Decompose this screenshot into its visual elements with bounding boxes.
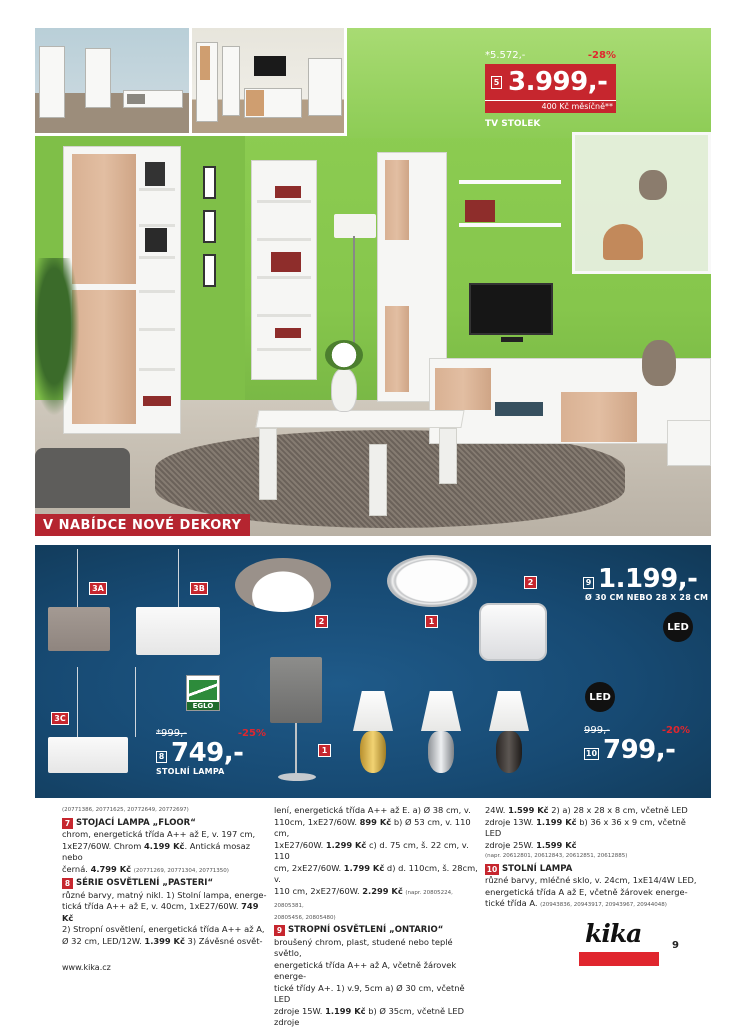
wall-frame-1 — [203, 166, 216, 199]
coral-decor — [603, 224, 643, 260]
price: 3.999,- — [508, 67, 608, 97]
item-number: 5 — [491, 76, 502, 89]
text-line: různé barvy, matný nikl. 1) Stolní lampa, energe- — [62, 889, 267, 900]
vitrine-oak-bottom — [385, 306, 409, 392]
website-url: www.kika.cz — [62, 963, 111, 972]
price-red-box — [485, 64, 616, 100]
table-lamp-brass — [353, 691, 393, 731]
section-7-heading: 7 STOJACÍ LAMPA „FLOOR“ — [62, 818, 267, 830]
text-line: 2) Stropní osvětlení, energetická třída A++ až A, — [62, 924, 265, 934]
tv-stolek-oak-right — [561, 392, 637, 442]
inset-photo — [35, 28, 347, 136]
text-line: cm, 2xE27/60W. 1.799 Kč d) d. 110cm, š. 28cm, v. — [274, 862, 478, 884]
ceiling-light-ontario-square — [479, 603, 547, 661]
wall-frame-3 — [203, 254, 216, 287]
text-line: chrom, energetická třída A++ až E, v. 197 cm, — [62, 829, 256, 839]
ceiling-light-ontario-round — [387, 555, 477, 607]
text-line: černá. 4.799 Kč (20771269, 20771304, 20771350) — [62, 863, 229, 874]
text-line: energetická třída A++ až A, včetně žárovek energe- — [274, 959, 457, 981]
text-column-3 — [485, 805, 700, 912]
table-lamp-chrome — [421, 691, 461, 731]
discount-label: -28% — [587, 50, 616, 61]
tag-3c: 3C — [51, 712, 69, 725]
pendant-lamp-3a — [48, 607, 110, 651]
floor-vase — [642, 340, 676, 386]
tv-stand-foot — [501, 337, 523, 342]
text-line: 24W. 1.599 Kč 2) a) 28 x 28 x 8 cm, včetně LED — [485, 805, 688, 815]
tv-stolek-price-box — [485, 50, 616, 129]
tag-3a: 3A — [89, 582, 107, 595]
wall-vase — [639, 170, 667, 200]
monthly-price: 400 Kč měsíčně** — [485, 100, 616, 113]
tag-2: 2 — [315, 615, 328, 628]
text-line: 1xE27/60W. Chrom 4.199 Kč. Antická mosaz nebo — [62, 840, 251, 862]
product-name: TV STOLEK — [485, 119, 541, 129]
wall-frame-2 — [203, 210, 216, 243]
grey-sofa — [35, 448, 130, 508]
text-line: zdroje 25W. 1.599 Kč — [485, 839, 577, 850]
kika-logo: kika — [579, 919, 659, 967]
led-badge: LED — [663, 612, 693, 642]
text-line: tická třída A++ až E, v. 40cm, 1xE27/60W. 749 Kč — [62, 901, 259, 923]
item-number: 9 — [583, 577, 594, 589]
old-price: *999,- — [156, 728, 187, 739]
discount-label: -20% — [661, 725, 690, 736]
product-codes: 20805456, 20805480) — [274, 914, 336, 921]
discount-label: -25% — [237, 728, 266, 739]
table-lamp-black — [489, 691, 529, 731]
inset-photo-grey-variant — [35, 28, 189, 133]
coffee-table-leg — [439, 428, 457, 484]
tag-1: 1 — [425, 615, 438, 628]
text-line: zdroje 13W. 1.199 Kč b) 36 x 36 x 9 cm, včetně LED — [485, 816, 686, 838]
text-column-2 — [274, 805, 482, 1029]
table-lamp-pasteri — [270, 657, 322, 723]
price: 749,- — [171, 738, 244, 768]
led-badge: LED — [585, 682, 615, 712]
text-line: energetická třída A až E, včetně žárovek energe- — [485, 886, 688, 897]
text-line: tické třídy A+. 1) v.9, 5cm a) Ø 30 cm, včetně LED — [274, 982, 465, 1004]
section-10-heading: 10 STOLNÍ LAMPA — [486, 863, 573, 874]
eglo-logo: EGLO — [186, 675, 220, 711]
old-price: *5.572,- — [485, 50, 526, 61]
product-codes: (20771386, 20771625, 20772649, 20772697) — [62, 807, 189, 813]
price: 799,- — [603, 735, 676, 765]
floor-lamp-shade — [334, 214, 376, 238]
text-line: 110 cm, 2xE27/60W. 2.299 Kč (napr. 20805224, 20805381, — [274, 885, 453, 909]
storage-box — [667, 420, 711, 466]
inset-photo-oak-variant — [192, 28, 344, 133]
price-block-10 — [584, 725, 690, 764]
wall-shelf-2 — [459, 223, 561, 227]
pendant-lamp-3b — [136, 607, 220, 655]
old-price: 999,- — [584, 725, 610, 736]
product-codes: (napr. 20612801, 20612843, 20612851, 20612885) — [485, 853, 628, 859]
text-line: zdroje 15W. 1.199 Kč b) Ø 35cm, včetně LED zdroje — [274, 1005, 465, 1027]
text-line: Ø 32 cm, LED/12W. 1.399 Kč 3) Závěsné osvět- — [62, 935, 263, 946]
section-8-heading: 8 SÉRIE OSVĚTLENÍ „PASTERI“ — [62, 878, 267, 890]
text-line: různé barvy, mléčné sklo, v. 24cm, 1xE14/4W LED, — [485, 875, 697, 885]
price-sub: Ø 30 CM NEBO 28 X 28 CM — [585, 593, 709, 602]
item-number: 10 — [585, 749, 598, 758]
tag-1b: 1 — [318, 744, 331, 757]
lighting-panel — [35, 545, 711, 798]
tv-screen — [469, 283, 553, 335]
section-9-heading: 9 STROPNÍ OSVĚTLENÍ „ONTARIO“ — [274, 925, 482, 937]
item-number: 8 — [156, 751, 167, 763]
flowers — [325, 340, 363, 370]
price-block-8 — [156, 728, 266, 776]
price-block-9 — [583, 565, 713, 602]
pendant-lamp-3c — [48, 737, 128, 773]
tag-2b: 2 — [524, 576, 537, 589]
new-decors-banner: V NABÍDCE NOVÉ DEKORY — [35, 514, 250, 536]
page-number: 9 — [672, 940, 679, 951]
text-line: tické třída A. (20943836, 20943917, 20943967, 20944048) — [485, 898, 667, 908]
coffee-table-leg — [369, 444, 387, 516]
product-name: STOLNÍ LAMPA — [156, 767, 225, 776]
price: 1.199,- — [598, 564, 698, 594]
ceiling-light-pasteri — [235, 558, 331, 612]
text-column-1 — [62, 805, 267, 947]
coffee-table-top — [255, 410, 464, 428]
vitrine-oak-top — [385, 160, 409, 240]
text-line: broušený chrom, plast, studené nebo teplé světlo, — [274, 936, 453, 958]
text-line: lení, energetická třída A++ až E. a) Ø 38 cm, v. — [274, 805, 471, 815]
potted-plant — [35, 258, 83, 428]
coffee-table-leg — [259, 428, 277, 500]
text-line: 1xE27/60W. 1.299 Kč c) d. 75 cm, š. 22 cm, v. 110 — [274, 839, 469, 861]
wall-shelf-1 — [459, 180, 561, 184]
flower-vase — [331, 368, 357, 412]
text-line: 110cm, 1xE27/60W. 899 Kč b) Ø 53 cm, v. 110 cm, — [274, 816, 471, 838]
tag-3b: 3B — [190, 582, 208, 595]
tv-stolek-oak-left — [435, 368, 491, 410]
